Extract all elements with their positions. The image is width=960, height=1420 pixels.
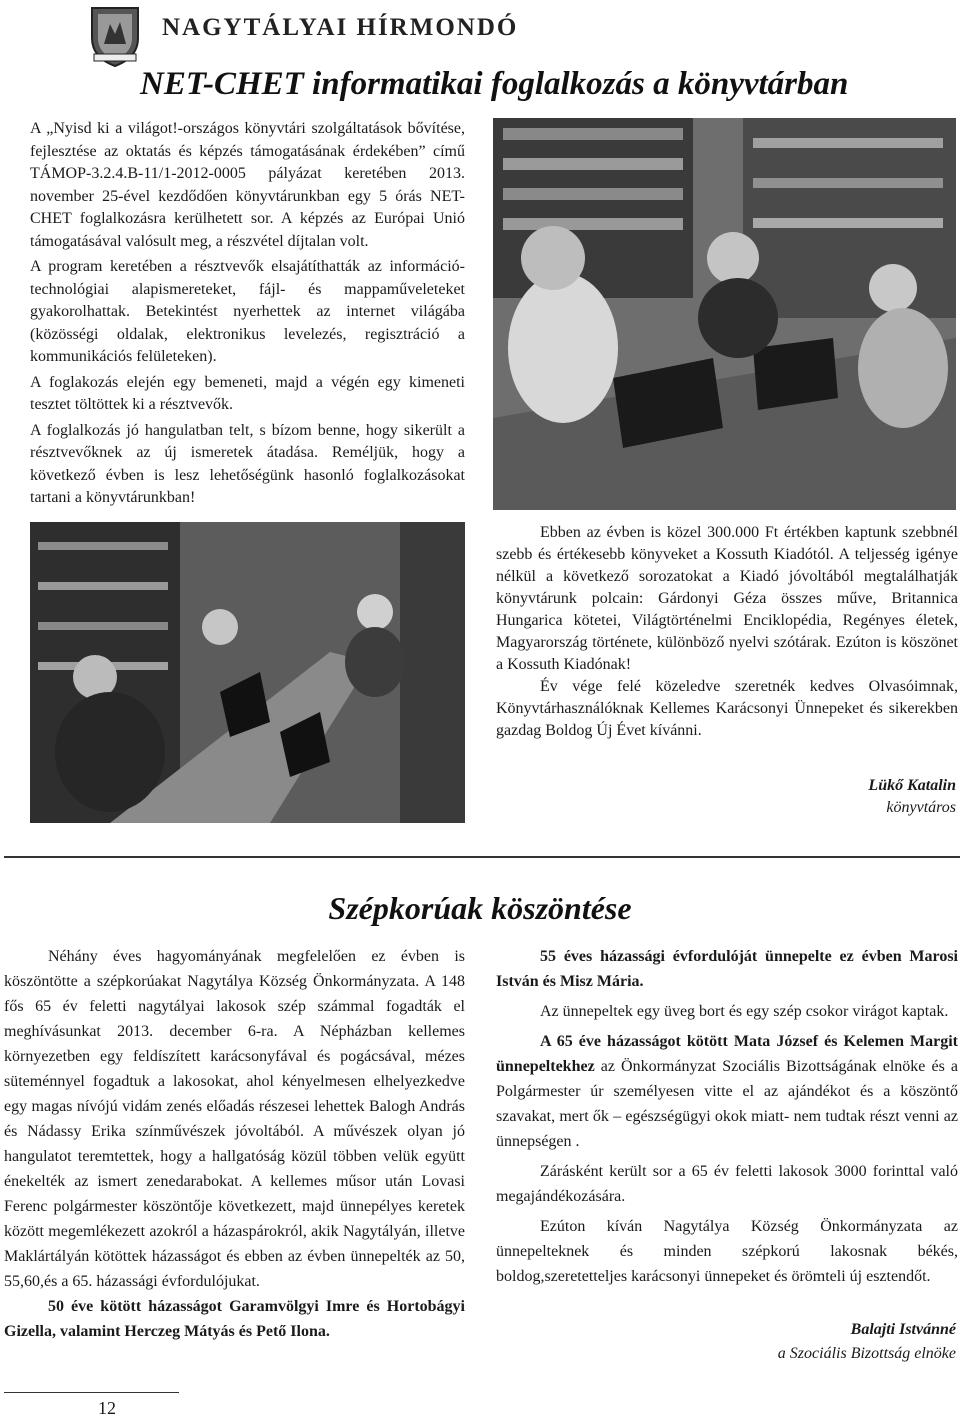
article2-body-right — [496, 944, 958, 1294]
section-divider — [4, 856, 960, 858]
author-role: könyvtáros — [886, 799, 956, 816]
author-signature-2 — [778, 1318, 956, 1366]
paragraph: Néhány éves hagyományának megfelelően ez évben is köszöntötte a szépkorúakat Nagytálya Község Önkormányzata. A 148 fős 65 év feletti nagytályai lakosok szép számmal fogadták el meghívásunkat 2013. december 6-ra. A Népházban kellemes környezetben egy feldíszített karácsonyfával és pogácsával, mézes süteménnyel fogadtuk a lakosokat, ahol kényelmesen elhelyezkedve egy magas nívójú vidám zenés előadás részesei lehettek Balogh András és Nádassy Erika színművészek jóvoltából. A művészek olyan jó hangulatot teremtettek, hogy a hallgatóság közül többen velük együtt énekelték az ismert zenedarabokat. A kellemes műsor után Lovasi Ferenc polgármester köszöntője következett, majd ünnepélyes keretek között megemlékezett azokról a házaspárokról, akik Nagytályán, illetve Maklártályán kötöttek házasságot és ebben az évben ünnepelték az 50, 55,60,és a 65. házassági évfordulójukat. — [4, 948, 465, 1290]
municipal-crest — [88, 4, 142, 68]
paragraph: Az ünnepeltek egy üveg bort és egy szép csokor virágot kaptak. — [540, 1003, 949, 1020]
library-class-photo-2 — [30, 522, 465, 823]
paragraph-rest: az Önkormányzat Szociális Bizottságának elnöke és a Polgármester úr személyesen vitte el az ajándékot és a köszöntő szavakat, mert ők – egészségügyi okok miatt- nem tudtak részt venni az ünnepségen . — [496, 1058, 958, 1150]
paragraph: 55 éves házassági évfordulóját ünnepelte ez évben Marosi István és Misz Mária. — [496, 948, 958, 990]
article-body-right — [496, 522, 958, 742]
page-number: 12 — [98, 1398, 116, 1418]
article-title-2: Szépkorúak köszöntése — [328, 890, 632, 926]
bold-lead: A 65 éve házasságot kötött Mata József és Kelemen Margit ünnepeltekhez — [496, 1033, 958, 1075]
paragraph: Ebben az évben is közel 300.000 Ft értékben kaptunk szebbnél szebb és értékesebb könyveket a Kossuth Kiadótól. A teljesség igénye nélkül a következő sorozatokat a Kiadó jóvoltából megtalálhatják könyvtárunk polcain: Gárdonyi Géza összes műve, Britannica Hungarica kötetei, Világtörténelmi Enciklopédia, Regényes életek, Magyarország története, különböző nyelvi szótárak. Ezúton is köszönet a Kossuth Kiadónak! — [496, 524, 958, 673]
author-name: Lükő Katalin — [868, 777, 956, 794]
paragraph: Zárásként került sor a 65 év feletti lakosok 3000 forinttal való megajándékozására. — [496, 1163, 958, 1205]
author-signature — [868, 775, 956, 819]
newspaper-masthead: NAGYTÁLYAI HÍRMONDÓ — [162, 14, 519, 41]
paragraph: A „Nyisd ki a világot!-országos könyvtári szolgáltatások bővítése, fejlesztése az oktatás és képzés támogatásának érdekében” című TÁMOP-3.2.4.B-11/1-2012-0005 pályázat keretében 2013. november 25-ével kezdődően könyvtárunkban egy 5 órás NET-CHET foglalkozásra kerülhetett sor. A képzés az Európai Unió támogatásával valósult meg, a részvétel díjtalan volt. — [30, 120, 465, 250]
paragraph: A foglakozás elején egy bemeneti, majd a végén egy kimeneti tesztet töltöttek ki a résztvevők. — [30, 373, 465, 413]
paragraph: A foglalkozás jó hangulatban telt, s bízom benne, hogy sikerült a résztvevőknek az új ismeretek átadása. Reméljük, hogy a következő évben is lesz lehetőségünk hasonló foglalkozásokat tartani a könyvtárunkban! — [30, 421, 465, 506]
article-title: NET-CHET informatikai foglalkozás a könyvtárban — [140, 66, 849, 102]
article2-body-left — [4, 944, 465, 1344]
article-body-left — [30, 118, 465, 513]
library-class-photo-1 — [493, 118, 956, 510]
paragraph: 50 éve kötött házasságot Garamvölgyi Imre és Hortobágyi Gizella, valamint Herczeg Mátyás és Pető Ilona. — [4, 1298, 465, 1340]
paragraph: Év vége felé közeledve szeretnék kedves Olvasóimnak, Könyvtárhasználóknak Kellemes Karácsonyi Ünnepeket és sikerekben gazdag Boldog Új Évet kívánni. — [496, 678, 958, 739]
paragraph: Ezúton kíván Nagytálya Község Önkormányzata az ünnepelteknek és minden szépkorú lakosnak békés, boldog,szeretetteljes karácsonyi ünnepeket és örömteli új esztendőt. — [496, 1218, 958, 1285]
footer-rule — [4, 1392, 179, 1393]
author-role: a Szociális Bizottság elnöke — [777, 1345, 956, 1362]
author-name: Balajti Istvánné — [850, 1321, 956, 1338]
paragraph: A program keretében a résztvevők elsajátíthatták az információ-technológiai alapismereteket, fájl- és mappaműveleteket gyakorolhattak. Betekintést nyerhettek az internet világába (közösségi oldalak, elektronikus levelezés, regisztráció a kommunikációs felületeken). — [30, 258, 465, 365]
paragraph — [496, 1029, 958, 1154]
